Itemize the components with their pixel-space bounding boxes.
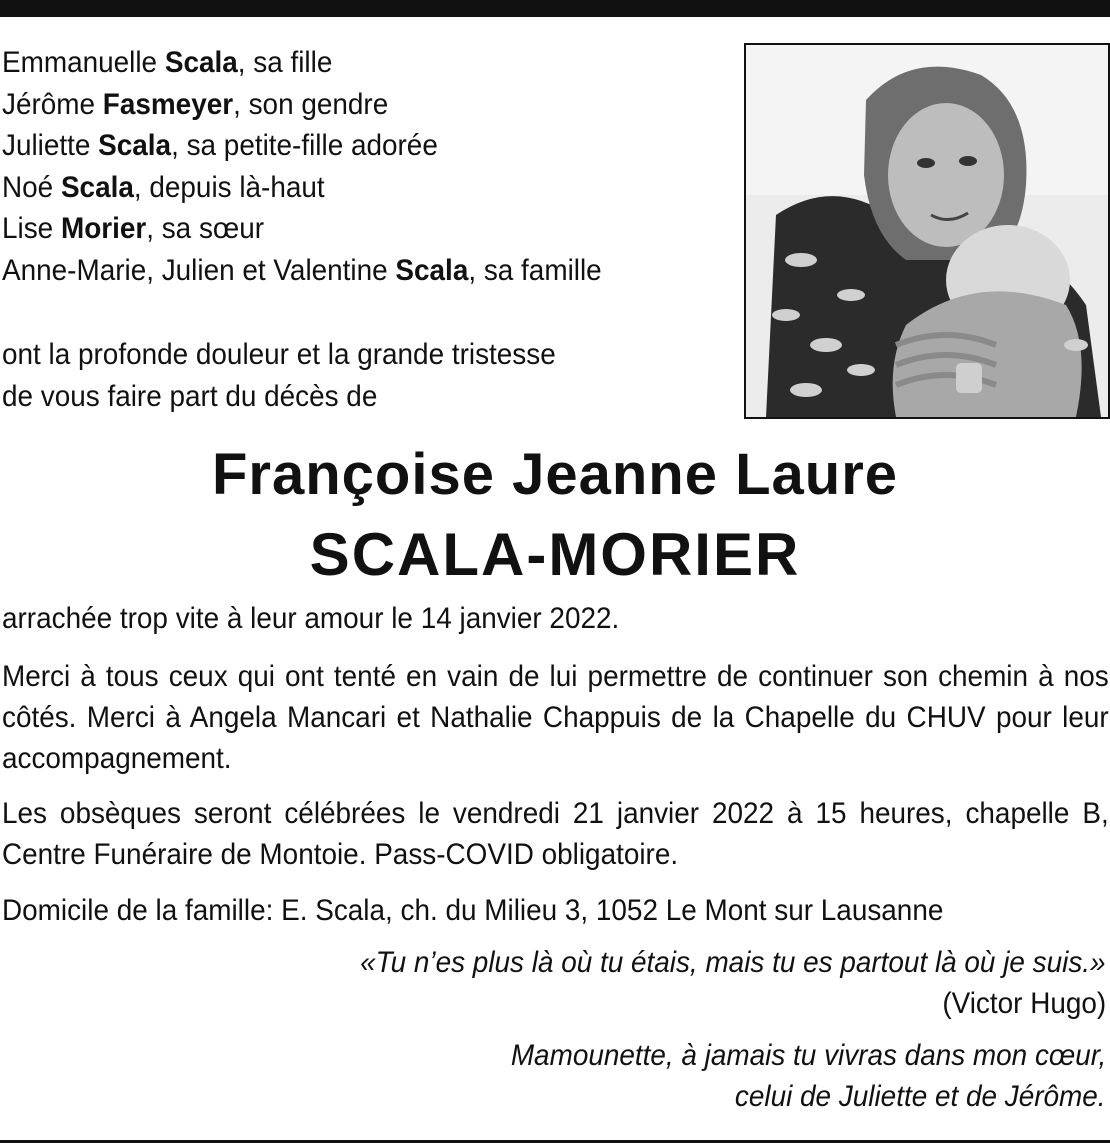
quote-author: (Victor Hugo)	[942, 987, 1106, 1020]
family-surname: Scala	[395, 253, 469, 287]
thanks-paragraph: Merci à tous ceux qui ont tenté en vain de lui permettre de continuer son chemin à nos côtés. Merci à Angela Mancari et Nathalie Chappuis de la Chapelle du CHUV pour leur accompagnement.	[2, 660, 1109, 775]
portrait-illustration	[746, 45, 1108, 417]
family-surname: Fasmeyer	[102, 87, 234, 121]
bottom-border-rule	[0, 1140, 1110, 1143]
family-surname: Morier	[60, 212, 147, 245]
deceased-surname: SCALA-MORIER	[309, 521, 801, 588]
intro-line: de vous faire part du décès de	[2, 379, 378, 413]
family-member: Jérôme Fasmeyer, son gendre	[2, 87, 389, 121]
funeral-paragraph: Les obsèques seront célébrées le vendredi 21 janvier 2022 à 15 heures, chapelle B, Centre Funéraire de Montoie. Pass-COVID obligatoire.	[2, 797, 1109, 871]
dedication-line: celui de Juliette et de Jérôme.	[735, 1080, 1106, 1113]
family-address: Domicile de la famille: E. Scala, ch. du Milieu 3, 1052 Le Mont sur Lausanne	[2, 894, 944, 927]
family-list	[2, 42, 681, 291]
deceased-given-names: Françoise Jeanne Laure	[211, 442, 899, 507]
family-member: Anne-Marie, Julien et Valentine Scala, sa famille	[2, 253, 602, 287]
family-surname: Scala	[60, 170, 134, 204]
quote-text: «Tu n’es plus là où tu étais, mais tu es partout là où je suis.»	[360, 946, 1106, 979]
family-member: Juliette Scala, sa petite-fille adorée	[2, 129, 438, 162]
portrait-photo	[744, 43, 1110, 419]
top-border-rule	[0, 0, 1110, 17]
family-surname: Scala	[164, 46, 238, 79]
dedication-line: Mamounette, à jamais tu vivras dans mon cœur,	[510, 1039, 1106, 1072]
intro-line: ont la profonde douleur et la grande tristesse	[2, 338, 556, 371]
announcement-intro	[2, 334, 556, 417]
family-member: Emmanuelle Scala, sa fille	[2, 46, 333, 79]
death-date-line: arrachée trop vite à leur amour le 14 janvier 2022.	[2, 602, 620, 635]
family-member: Lise Morier, sa sœur	[2, 212, 265, 245]
family-member: Noé Scala, depuis là-haut	[2, 170, 325, 204]
family-surname: Scala	[98, 129, 172, 162]
